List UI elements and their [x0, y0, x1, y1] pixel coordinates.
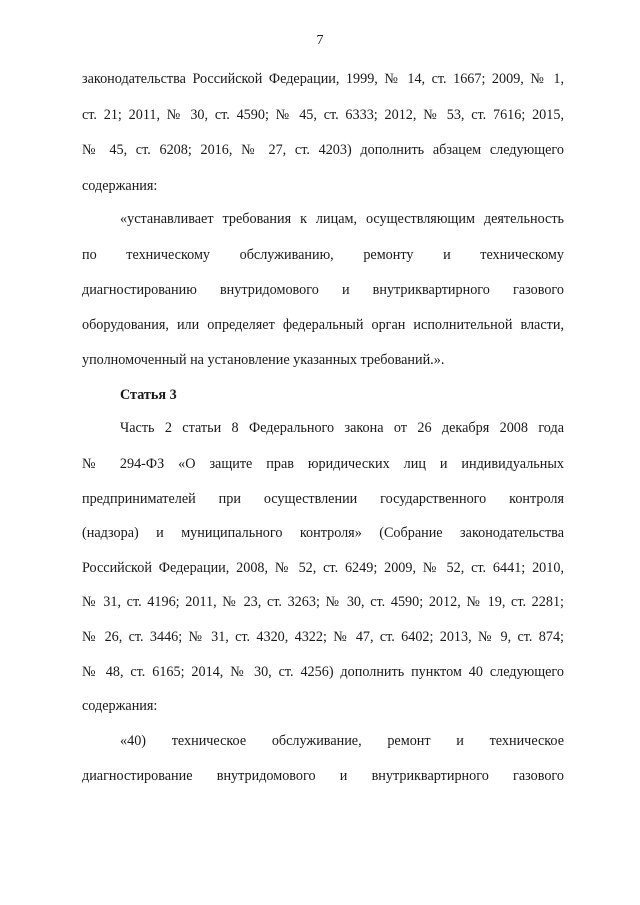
paragraph-1-line-1: законодательства Российской Федерации, 1999, № 14, ст. 1667; 2009, № 1,	[82, 71, 564, 87]
paragraph-2-line-1: «устанавливает требования к лицам, осуществляющим деятельность	[120, 211, 564, 227]
paragraph-2-line-4: оборудования, или определяет федеральный орган исполнительной власти,	[82, 317, 564, 333]
paragraph-2-line-3: диагностированию внутридомового и внутриквартирного газового	[82, 282, 564, 298]
paragraph-3-line-1: Часть 2 статьи 8 Федерального закона от 26 декабря 2008 года	[120, 420, 564, 436]
paragraph-3-line-8: № 48, ст. 6165; 2014, № 30, ст. 4256) дополнить пунктом 40 следующего	[82, 664, 564, 680]
paragraph-2-line-2: по техническому обслуживанию, ремонту и техническому	[82, 247, 564, 263]
paragraph-3-line-2: № 294-ФЗ «О защите прав юридических лиц и индивидуальных	[82, 456, 564, 472]
paragraph-3-line-9: содержания:	[82, 698, 158, 714]
paragraph-2-line-5: уполномоченный на установление указанных требований.».	[82, 352, 445, 368]
paragraph-3-line-6: № 31, ст. 4196; 2011, № 23, ст. 3263; № 30, ст. 4590; 2012, № 19, ст. 2281;	[82, 594, 564, 610]
paragraph-3-line-7: № 26, ст. 3446; № 31, ст. 4320, 4322; № 47, ст. 6402; 2013, № 9, ст. 874;	[82, 629, 564, 645]
page-number: 7	[316, 33, 324, 48]
paragraph-3-line-5: Российской Федерации, 2008, № 52, ст. 6249; 2009, № 52, ст. 6441; 2010,	[82, 560, 564, 576]
paragraph-1-line-4: содержания:	[82, 178, 158, 194]
paragraph-1-line-2: ст. 21; 2011, № 30, ст. 4590; № 45, ст. 6333; 2012, № 53, ст. 7616; 2015,	[82, 107, 564, 123]
paragraph-3-line-4: (надзора) и муниципального контроля» (Собрание законодательства	[82, 525, 564, 541]
paragraph-4-line-1: «40) техническое обслуживание, ремонт и техническое	[120, 733, 564, 749]
paragraph-3-line-3: предпринимателей при осуществлении государственного контроля	[82, 491, 564, 507]
paragraph-1-line-3: № 45, ст. 6208; 2016, № 27, ст. 4203) дополнить абзацем следующего	[82, 142, 564, 158]
paragraph-4-line-2: диагностирование внутридомового и внутриквартирного газового	[82, 768, 564, 784]
article-heading: Статья 3	[120, 387, 177, 403]
